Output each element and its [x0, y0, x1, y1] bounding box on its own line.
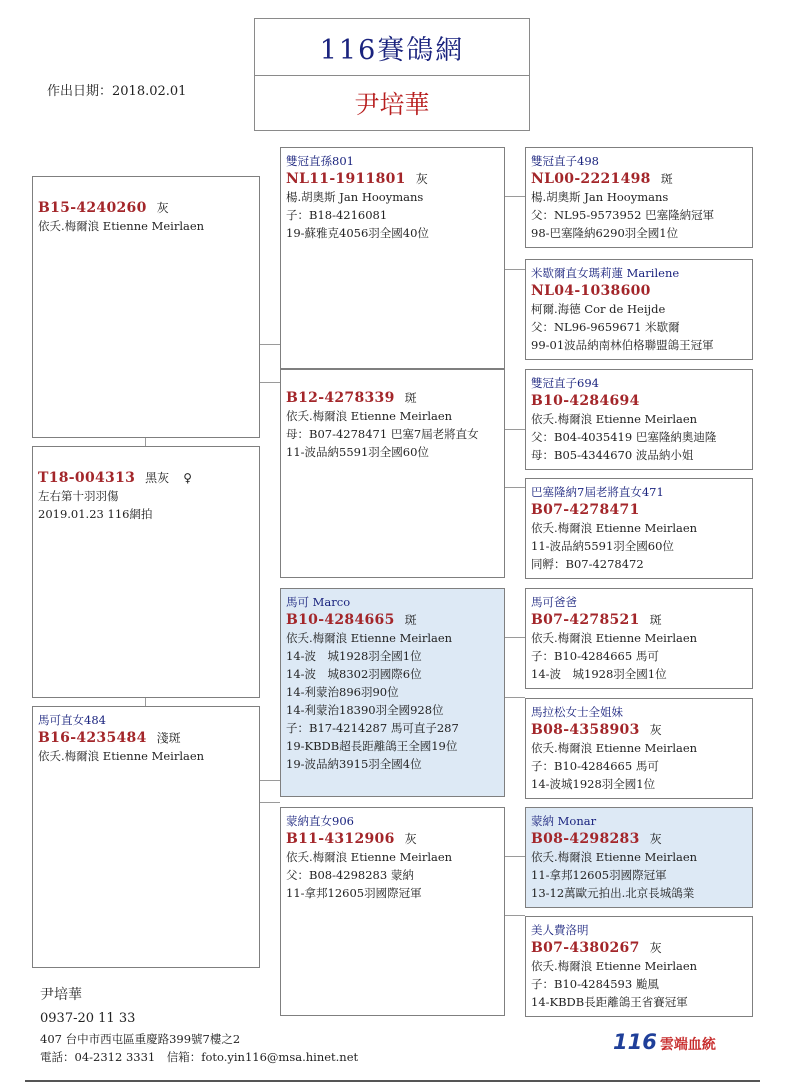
color-label: 淺斑	[156, 731, 181, 745]
pigeon-label: 米歇爾直女瑪莉蓮 Marilene	[531, 266, 680, 280]
color-label: 灰	[156, 201, 169, 215]
title-box	[254, 18, 530, 131]
info-line: 依夭.梅爾浪 Etienne Meirlaen	[38, 219, 205, 233]
ring-number: NL11-1911801	[286, 171, 406, 187]
footer-phone: 0937-20 11 33	[40, 1011, 136, 1026]
made-date-label: 作出日期：	[47, 84, 113, 99]
brand-logo	[613, 1030, 716, 1054]
ring-number: NL04-1038600	[531, 283, 651, 299]
info-line: 子：B10-4284665 馬可	[531, 759, 659, 773]
color-label: 灰	[649, 723, 662, 737]
card-sss	[525, 147, 753, 248]
info-line: 依夭.梅爾浪 Etienne Meirlaen	[531, 521, 698, 535]
card-ssd	[525, 259, 753, 360]
card-dss	[525, 588, 753, 689]
color-label: 灰	[404, 832, 417, 846]
color-label: 斑	[404, 613, 417, 627]
pigeon-label: 馬可 Marco	[286, 595, 351, 609]
card-sire-dam	[280, 369, 505, 578]
card-sdd	[525, 478, 753, 579]
info-line: 子：B17-4214287 馬可直子287	[286, 721, 459, 735]
color-label: 灰	[649, 832, 662, 846]
info-line: 父：B04-4035419 巴塞隆納奧迪隆	[531, 430, 717, 444]
connector-line	[504, 915, 525, 916]
ring-number: B15-4240260	[38, 200, 147, 216]
card-dds	[525, 807, 753, 908]
info-line: 子：B10-4284665 馬可	[531, 649, 659, 663]
info-line: 14-波 城8302羽國際6位	[286, 667, 422, 681]
connector-line	[504, 269, 525, 270]
info-line: 依夭.梅爾浪 Etienne Meirlaen	[286, 850, 453, 864]
owner-name: 尹培華	[354, 90, 430, 119]
info-line: 11-波品納5591羽全國60位	[531, 539, 674, 553]
footer	[40, 984, 358, 1065]
bottom-divider	[25, 1080, 760, 1082]
sex-icon: ♀	[183, 471, 192, 485]
info-line: 依夭.梅爾浪 Etienne Meirlaen	[531, 850, 698, 864]
pigeon-label: 馬拉松女士全姐妹	[531, 705, 623, 719]
ring-number: B07-4278521	[531, 612, 640, 628]
info-line: 14-KBDB長距離鴿王省賽冠軍	[531, 995, 688, 1009]
card-sds	[525, 369, 753, 470]
info-line: 父：B08-4298283 蒙納	[286, 868, 414, 882]
info-line: 依夭.梅爾浪 Etienne Meirlaen	[531, 412, 698, 426]
info-line: 14-波 城1928羽全國1位	[531, 667, 667, 681]
connector-line	[145, 697, 146, 706]
info-line: 19-蘇雅克4056羽全國40位	[286, 226, 429, 240]
connector-line	[259, 382, 280, 383]
info-line: 楊.胡奧斯 Jan Hooymans	[286, 190, 424, 204]
info-line: 11-拿邦12605羽國際冠軍	[531, 868, 667, 882]
card-subject	[32, 446, 260, 698]
card-dam-sire	[280, 588, 505, 797]
card-ddd	[525, 916, 753, 1017]
info-line: 子：B18-4216081	[286, 208, 388, 222]
info-line: 依夭.梅爾浪 Etienne Meirlaen	[286, 409, 453, 423]
info-line: 楊.胡奧斯 Jan Hooymans	[531, 190, 669, 204]
footer-address: 407 台中市西屯區重慶路399號7樓之2	[40, 1032, 241, 1046]
connector-line	[504, 856, 525, 857]
site-title: 116賽鴿網	[255, 19, 529, 76]
footer-name: 尹培華	[40, 987, 82, 1003]
ring-number: B08-4298283	[531, 831, 640, 847]
info-line: 11-拿邦12605羽國際冠軍	[286, 886, 422, 900]
ring-number: B10-4284694	[531, 393, 640, 409]
info-line: 14-波城1928羽全國1位	[531, 777, 656, 791]
info-line: 14-波 城1928羽全國1位	[286, 649, 422, 663]
pigeon-label: 馬可爸爸	[531, 595, 577, 609]
info-line: 13-12萬歐元拍出.北京長城鴿業	[531, 886, 695, 900]
info-line: 同孵：B07-4278472	[531, 557, 644, 571]
card-sire	[32, 176, 260, 438]
info-line: 19-KBDB超長距離鴿王全國19位	[286, 739, 458, 753]
info-line: 14-利蒙治896羽90位	[286, 685, 399, 699]
connector-line	[504, 196, 525, 197]
color-label: 灰	[415, 172, 428, 186]
made-date-value: 2018.02.01	[112, 84, 187, 99]
connector-line	[504, 487, 525, 488]
info-line: 14-利蒙治18390羽全國928位	[286, 703, 444, 717]
info-line: 2019.01.23 116網拍	[38, 507, 153, 521]
color-label: 灰	[649, 941, 662, 955]
info-line: 父：NL96-9659671 米歇爾	[531, 320, 680, 334]
pigeon-label: 雙冠直子694	[531, 376, 599, 390]
ring-number: B16-4235484	[38, 730, 147, 746]
made-date	[47, 80, 186, 99]
logo-number: 116	[613, 1030, 657, 1054]
info-line: 左右第十羽羽傷	[38, 489, 119, 503]
info-line: 依夭.梅爾浪 Etienne Meirlaen	[531, 741, 698, 755]
card-sire-sire	[280, 147, 505, 369]
connector-line	[504, 697, 525, 698]
info-line: 99-01波品納南林伯格聯盟鴿王冠軍	[531, 338, 714, 352]
connector-line	[259, 344, 280, 345]
footer-contact: 電話：04-2312 3331 信箱：foto.yin116@msa.hinet.net	[40, 1050, 359, 1064]
ring-number: B11-4312906	[286, 831, 395, 847]
connector-line	[259, 802, 280, 803]
ring-number: B10-4284665	[286, 612, 395, 628]
connector-line	[504, 637, 525, 638]
ring-number: B07-4278471	[531, 502, 640, 518]
pigeon-label: 蒙納 Monar	[531, 814, 597, 828]
info-line: 11-波品納5591羽全國60位	[286, 445, 429, 459]
info-line: 依夭.梅爾浪 Etienne Meirlaen	[286, 631, 453, 645]
ring-number: T18-004313	[38, 470, 136, 486]
pigeon-label: 美人費洛明	[531, 923, 589, 937]
info-line: 依夭.梅爾浪 Etienne Meirlaen	[531, 959, 698, 973]
ring-number: B12-4278339	[286, 390, 395, 406]
info-line: 依夭.梅爾浪 Etienne Meirlaen	[38, 749, 205, 763]
info-line: 母：B05-4344670 波品納小姐	[531, 448, 694, 462]
ring-number: B07-4380267	[531, 940, 640, 956]
ring-number: NL00-2221498	[531, 171, 651, 187]
info-line: 母：B07-4278471 巴塞7屆老將直女	[286, 427, 479, 441]
info-line: 19-波品納3915羽全國4位	[286, 757, 422, 771]
pigeon-label: 雙冠直子498	[531, 154, 599, 168]
connector-line	[259, 780, 280, 781]
pigeon-label: 馬可直女484	[38, 713, 106, 727]
color-label: 黑灰	[145, 471, 170, 485]
color-label: 斑	[404, 391, 417, 405]
connector-line	[504, 429, 525, 430]
ring-number: B08-4358903	[531, 722, 640, 738]
info-line: 依夭.梅爾浪 Etienne Meirlaen	[531, 631, 698, 645]
color-label: 斑	[660, 172, 673, 186]
info-line: 98-巴塞隆納6290羽全國1位	[531, 226, 679, 240]
card-dam	[32, 706, 260, 968]
logo-text: 雲端血統	[659, 1037, 716, 1053]
color-label: 斑	[649, 613, 662, 627]
info-line: 柯爾.海德 Cor de Heijde	[531, 302, 666, 316]
pigeon-label: 巴塞隆納7屆老將直女471	[531, 485, 664, 499]
pigeon-label: 雙冠直孫801	[286, 154, 354, 168]
pigeon-label: 蒙納直女906	[286, 814, 354, 828]
info-line: 父：NL95-9573952 巴塞隆納冠軍	[531, 208, 715, 222]
info-line: 子：B10-4284593 颱風	[531, 977, 659, 991]
card-dsd	[525, 698, 753, 799]
